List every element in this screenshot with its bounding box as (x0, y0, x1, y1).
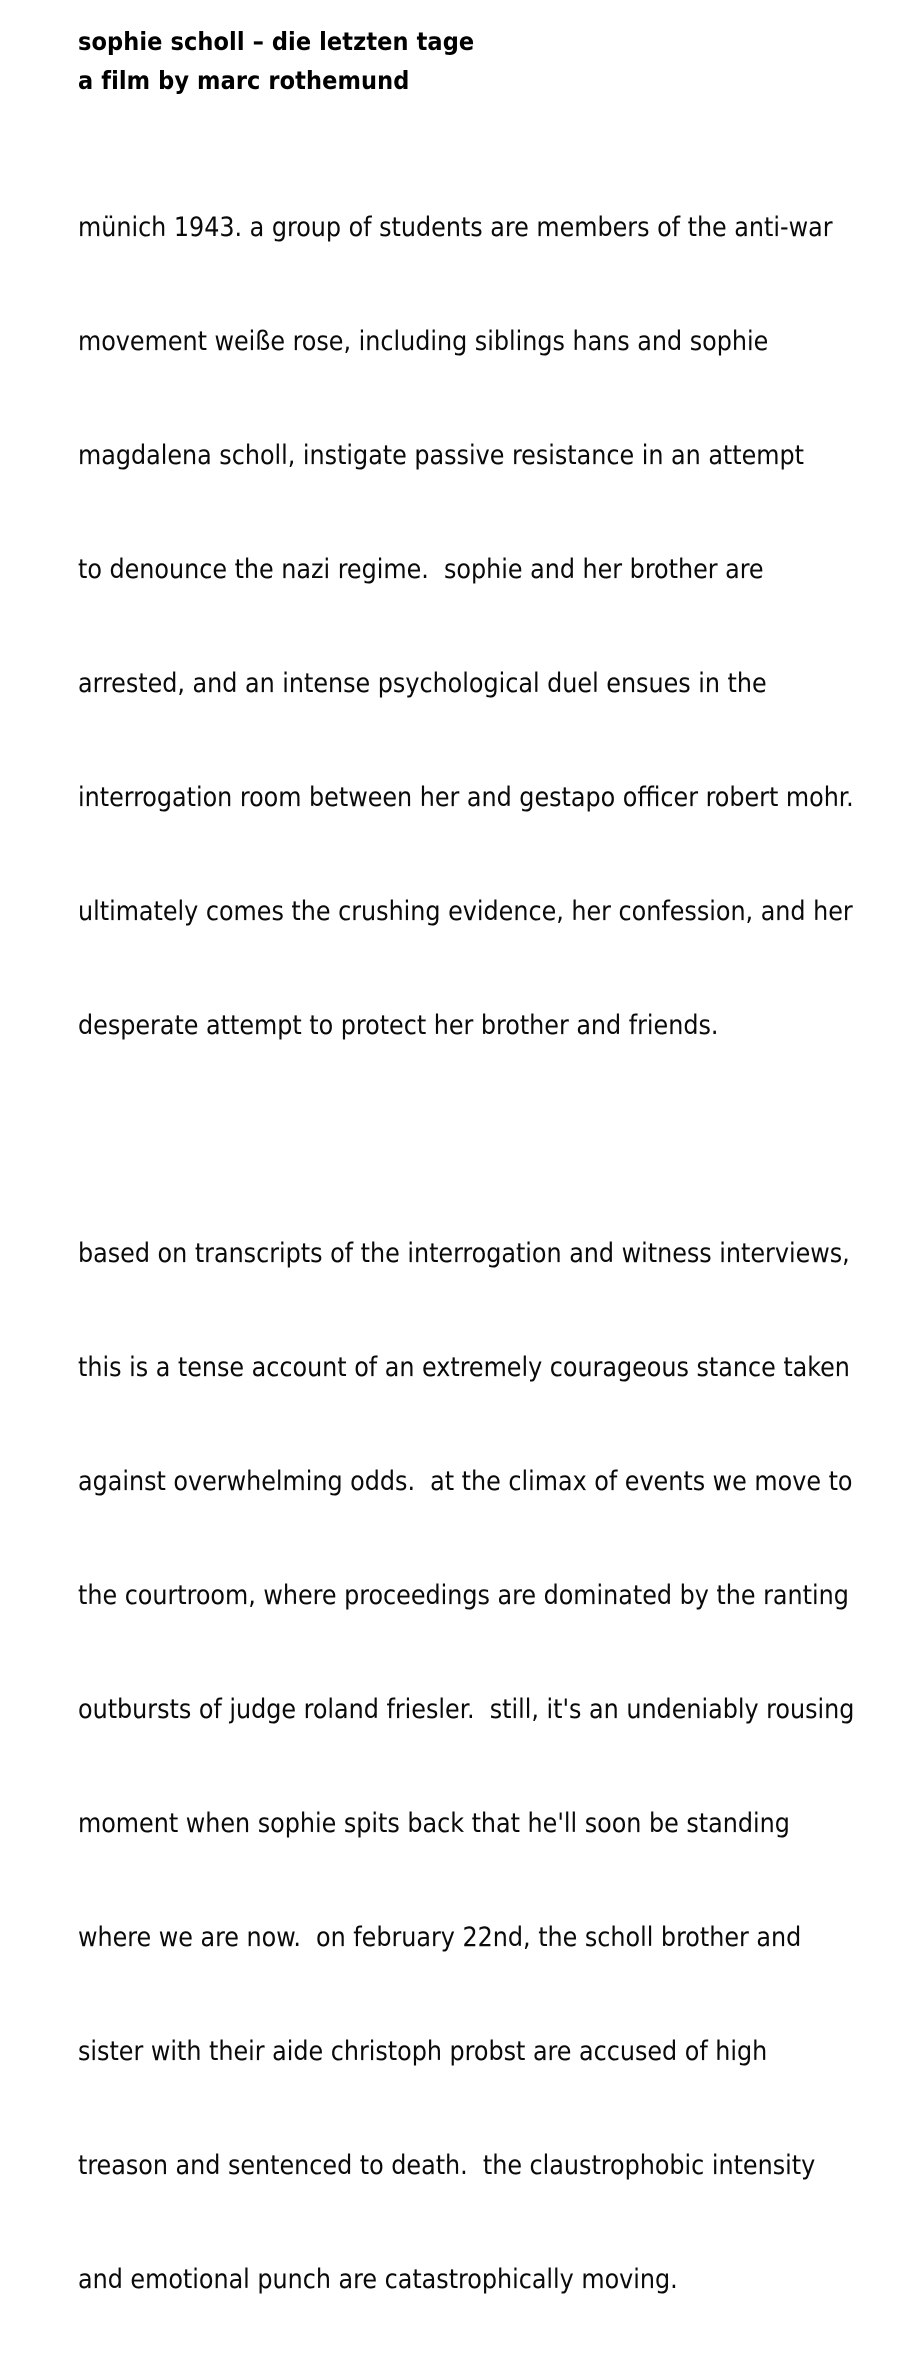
title-block (78, 22, 884, 100)
text-line: this is a tense account of an extremely courageous stance taken (78, 1352, 850, 1383)
text-line: treason and sentenced to death. the claustrophobic intensity (78, 2150, 816, 2181)
text-line: and emotional punch are catastrophically moving. (78, 2264, 678, 2295)
text-line: based on transcripts of the interrogation and witness interviews, (78, 1238, 850, 1269)
text-line: interrogation room between her and gestapo officer robert mohr. (78, 782, 854, 813)
text-line: to denounce the nazi regime. sophie and her brother are (78, 554, 764, 585)
text-line: movement weiße rose, including siblings hans and sophie (78, 326, 769, 357)
commentary-paragraph (78, 1159, 884, 2375)
text-line: desperate attempt to protect her brother and friends. (78, 1010, 719, 1041)
synopsis-paragraph (78, 133, 884, 1121)
text-line: the courtroom, where proceedings are dominated by the ranting (78, 1580, 849, 1611)
text-line: münich 1943. a group of students are members of the anti-war (78, 212, 833, 243)
film-title: sophie scholl – die letzten tage (78, 27, 475, 56)
text-line: arrested, and an intense psychological duel ensues in the (78, 668, 767, 699)
text-line: outbursts of judge roland friesler. still, it's an undeniably rousing (78, 1694, 855, 1725)
text-line: sister with their aide christoph probst are accused of high (78, 2036, 768, 2067)
text-line: where we are now. on february 22nd, the scholl brother and (78, 1922, 802, 1953)
text-line: ultimately comes the crushing evidence, her confession, and her (78, 896, 853, 927)
text-line: magdalena scholl, instigate passive resistance in an attempt (78, 440, 804, 471)
text-line: moment when sophie spits back that he'll soon be standing (78, 1808, 790, 1839)
film-director-credit: a film by marc rothemund (78, 66, 410, 95)
text-line: against overwhelming odds. at the climax of events we move to (78, 1466, 853, 1497)
